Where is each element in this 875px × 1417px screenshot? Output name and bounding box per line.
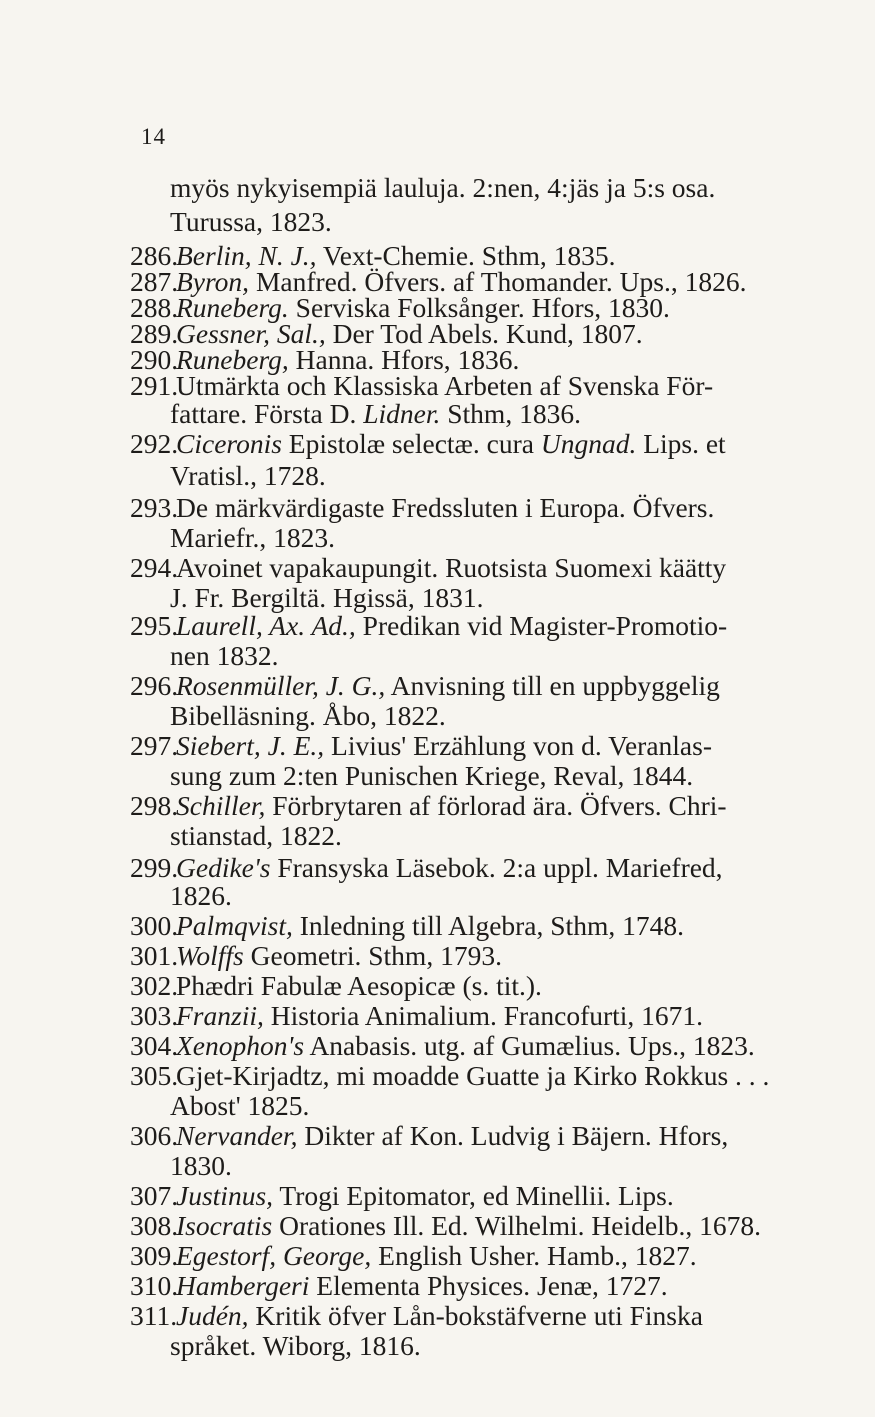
entry-number: 309. xyxy=(130,1240,179,1271)
entry-text xyxy=(176,492,714,524)
entry-text-segment: Förbrytaren af förlorad ära. Öfvers. Chri- xyxy=(265,790,727,821)
author-name: Runeberg. xyxy=(176,292,289,323)
entry-number: 301. xyxy=(130,940,179,971)
entry-text xyxy=(170,1330,421,1362)
author-name: Nervander, xyxy=(176,1120,298,1151)
entry-text-segment: nen 1832. xyxy=(170,640,279,671)
entry-text-segment: Kritik öfver Lån-bokstäfverne uti Finska xyxy=(248,1300,703,1331)
entry-number: 305. xyxy=(130,1060,179,1091)
entry-text-segment: Utmärkta och Klassiska Arbeten af Svenska För- xyxy=(176,370,714,401)
entry-text xyxy=(176,730,712,762)
author-name: Schiller, xyxy=(176,790,266,821)
entry-number: 294. xyxy=(130,552,179,583)
entry-number: 302. xyxy=(130,970,179,1001)
author-name: Egestorf, George, xyxy=(176,1240,372,1271)
entry-number: 289. xyxy=(130,318,179,349)
entry-text-segment: Fransyska Läsebok. 2:a uppl. Mariefred, xyxy=(270,852,723,883)
entry-number: 292. xyxy=(130,428,179,459)
author-name: Lidner. xyxy=(363,398,441,429)
entry-text xyxy=(176,1000,703,1032)
entry-text xyxy=(170,820,342,852)
author-name: Palmqvist, xyxy=(176,910,293,941)
entry-number: 295. xyxy=(130,610,179,641)
entry-text-segment: Phædri Fabulæ Aesopicæ (s. tit.). xyxy=(176,970,542,1001)
entry-text-segment: De märkvärdigaste Fredssluten i Europa. Öfvers. xyxy=(176,492,715,523)
entry-number: 298. xyxy=(130,790,179,821)
entry-text xyxy=(176,1300,703,1332)
entry-text-segment: språket. Wiborg, 1816. xyxy=(170,1330,421,1361)
entry-text-segment: Dikter af Kon. Ludvig i Bäjern. Hfors, xyxy=(297,1120,729,1151)
entry-text-segment: Inledning till Algebra, Sthm, 1748. xyxy=(292,910,684,941)
entry-number: 291. xyxy=(130,370,179,401)
entry-text xyxy=(176,552,726,584)
entry-text-segment: Vratisl., 1728. xyxy=(170,460,326,491)
entry-number: 311. xyxy=(130,1300,178,1331)
entry-number: 290. xyxy=(130,344,179,375)
entry-number: 287. xyxy=(130,266,179,297)
entry-text xyxy=(176,1030,755,1062)
entry-text xyxy=(176,1120,728,1152)
entry-text-segment: Bibelläsning. Åbo, 1822. xyxy=(170,700,446,731)
entry-text xyxy=(170,460,326,492)
entry-text xyxy=(176,970,542,1002)
entry-text-segment: Anvisning till en uppbyggelig xyxy=(385,670,720,701)
entry-text xyxy=(170,640,278,672)
entry-number: 307. xyxy=(130,1180,179,1211)
entry-number: 293. xyxy=(130,492,179,523)
entry-number: 286. xyxy=(130,240,179,271)
entry-text-segment: Der Tod Abels. Kund, 1807. xyxy=(325,318,643,349)
entry-text xyxy=(176,670,720,702)
author-name: Judén, xyxy=(176,1300,249,1331)
entry-text-segment: Avoinet vapakaupungit. Ruotsista Suomexi käätty xyxy=(176,552,727,583)
entry-text xyxy=(176,910,684,942)
entry-text-segment: Manfred. Öfvers. af Thomander. Ups., 1826. xyxy=(249,266,747,297)
entry-text-segment: Lips. et xyxy=(636,428,726,459)
author-name: Laurell, Ax. Ad., xyxy=(176,610,356,641)
entry-text-segment: 1826. xyxy=(170,880,232,911)
entry-text xyxy=(170,760,693,792)
entry-text xyxy=(176,610,727,642)
author-name: Hambergeri xyxy=(176,1270,310,1301)
entry-number: 299. xyxy=(130,852,179,883)
entry-text xyxy=(170,206,332,238)
entry-text-segment: stianstad, 1822. xyxy=(170,820,342,851)
author-name: Berlin, N. J., xyxy=(176,240,317,271)
entry-text xyxy=(170,1150,232,1182)
entry-number: 296. xyxy=(130,670,179,701)
entry-text-segment: Historia Animalium. Francofurti, 1671. xyxy=(263,1000,704,1031)
author-name: Byron, xyxy=(176,266,250,297)
entry-number: 303. xyxy=(130,1000,179,1031)
entry-text-segment: sung zum 2:ten Punischen Kriege, Reval, 1844. xyxy=(170,760,694,791)
entry-text xyxy=(170,880,232,912)
entry-text xyxy=(170,700,446,732)
author-name: Siebert, J. E., xyxy=(176,730,325,761)
entry-text-segment: Vext-Chemie. Sthm, 1835. xyxy=(316,240,616,271)
entry-text xyxy=(170,522,335,554)
entry-text-segment: Turussa, 1823. xyxy=(170,206,332,237)
entry-number: 304. xyxy=(130,1030,179,1061)
entry-text xyxy=(170,1090,309,1122)
entry-text-segment: Hanna. Hfors, 1836. xyxy=(288,344,520,375)
entry-number: 300. xyxy=(130,910,179,941)
entry-text-segment: Serviska Folksånger. Hfors, 1830. xyxy=(288,292,670,323)
entry-text xyxy=(176,940,502,972)
entry-text-segment: English Usher. Hamb., 1827. xyxy=(371,1240,697,1271)
entry-text xyxy=(176,428,726,460)
author-name: Franzii, xyxy=(176,1000,264,1031)
entry-number: 306. xyxy=(130,1120,179,1151)
entry-text-segment: myös nykyisempiä lauluja. 2:nen, 4:jäs ja 5:s osa. xyxy=(170,172,716,203)
author-name: Ungnad. xyxy=(540,428,637,459)
author-name: Justinus, xyxy=(176,1180,274,1211)
author-name: Ciceronis xyxy=(176,428,282,459)
entry-text xyxy=(176,790,727,822)
entry-text xyxy=(176,852,723,884)
entry-text-segment: J. Fr. Bergiltä. Hgissä, 1831. xyxy=(170,582,484,613)
entry-text-segment: Orationes Ill. Ed. Wilhelmi. Heidelb., 1678. xyxy=(272,1210,761,1241)
entry-text xyxy=(176,1270,668,1302)
entry-number: 308. xyxy=(130,1210,179,1241)
entry-text xyxy=(176,1060,769,1092)
entry-text-segment: Sthm, 1836. xyxy=(440,398,581,429)
entry-text-segment: Abost' 1825. xyxy=(170,1090,310,1121)
entry-text-segment: Gjet-Kirjadtz, mi moadde Guatte ja Kirko Rokkus . . . xyxy=(176,1060,770,1091)
author-name: Rosenmüller, J. G., xyxy=(176,670,386,701)
entry-number: 297. xyxy=(130,730,179,761)
entry-text-segment: Mariefr., 1823. xyxy=(170,522,335,553)
author-name: Wolffs xyxy=(176,940,244,971)
entry-text xyxy=(176,1240,697,1272)
author-name: Gessner, Sal., xyxy=(176,318,326,349)
author-name: Isocratis xyxy=(176,1210,273,1241)
entry-text-segment: Livius' Erzählung von d. Veranlas- xyxy=(324,730,712,761)
entry-text xyxy=(176,1180,674,1212)
entry-number: 310. xyxy=(130,1270,179,1301)
entry-text-segment: Geometri. Sthm, 1793. xyxy=(243,940,502,971)
entry-text-segment: Anabasis. utg. af Gumælius. Ups., 1823. xyxy=(304,1030,755,1061)
entry-text-segment: Trogi Epitomator, ed Minellii. Lips. xyxy=(273,1180,674,1211)
entry-text xyxy=(170,172,715,204)
entry-text-segment: 1830. xyxy=(170,1150,232,1181)
entry-text xyxy=(176,1210,761,1242)
author-name: Runeberg, xyxy=(176,344,289,375)
entry-number: 288. xyxy=(130,292,179,323)
entry-text xyxy=(170,398,581,430)
entry-text-segment: Epistolæ selectæ. cura xyxy=(281,428,541,459)
author-name: Xenophon's xyxy=(176,1030,305,1061)
entry-text-segment: Predikan vid Magister-Promotio- xyxy=(355,610,728,641)
entry-text-segment: Elementa Physices. Jenæ, 1727. xyxy=(309,1270,668,1301)
page-number: 14 xyxy=(141,124,166,149)
entry-text-segment: fattare. Första D. xyxy=(170,398,364,429)
author-name: Gedike's xyxy=(176,852,271,883)
